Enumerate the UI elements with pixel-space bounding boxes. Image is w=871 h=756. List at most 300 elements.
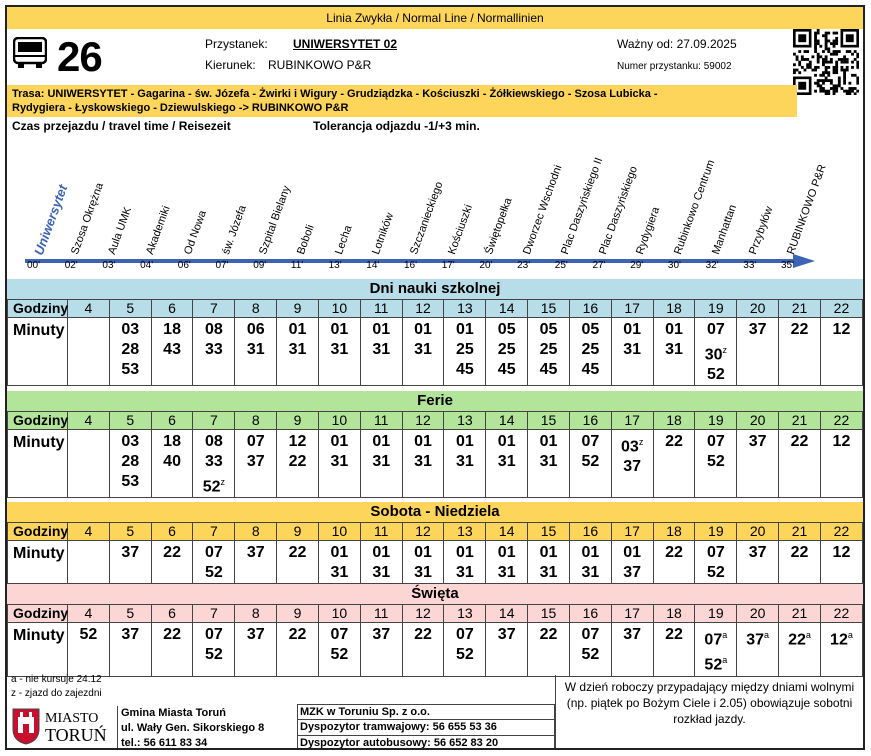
minutes-cell [486, 318, 528, 386]
hour-cell: 6 [151, 605, 193, 623]
departure-minute [152, 625, 193, 645]
minutes-cell [486, 541, 528, 584]
stop-name-label: Szczanieckiego [408, 180, 446, 257]
stop-name-label: Rydygiera [634, 205, 663, 257]
departure-minute-value: 22 [163, 544, 181, 561]
minutes-row [8, 541, 863, 584]
minutes-cell [402, 430, 444, 498]
schedule-title: Ferie [7, 391, 863, 411]
departure-minute [821, 432, 862, 452]
stop-travel-minutes: 04' [140, 260, 154, 271]
departure-minute [444, 432, 485, 452]
departure-minute [654, 432, 695, 452]
stops-diagram [7, 132, 863, 279]
departure-minute-value: 40 [163, 453, 181, 470]
minutes-cell [653, 623, 695, 677]
valid-from: Ważny od: 27.09.2025 [617, 37, 737, 51]
departure-minute-value: 08 [205, 433, 223, 450]
hour-cell: 13 [444, 605, 486, 623]
departure-minute [403, 625, 444, 645]
departure-minute-value: 52 [706, 366, 725, 384]
departure-minute [319, 320, 360, 340]
departure-minute [695, 432, 736, 452]
departure-minute-value: 37 [121, 544, 140, 561]
minutes-cell [569, 430, 611, 498]
departure-note-mark: a [722, 630, 728, 640]
departure-minute-value: 31 [414, 341, 432, 358]
departure-minute [319, 340, 360, 360]
departure-minute [361, 340, 402, 360]
stop-travel-minutes: 09' [253, 260, 267, 271]
minutes-cell [779, 318, 821, 386]
departure-minute-value: 31 [623, 341, 642, 358]
minutes-cell [486, 623, 528, 677]
departure-minute-value: 31 [330, 453, 349, 470]
minutes-cell [444, 541, 486, 584]
departure-minute-value: 05 [497, 321, 516, 338]
departure-minute [737, 625, 778, 650]
departure-minute-value: 07 [205, 626, 223, 643]
minutes-cell [695, 430, 737, 498]
minutes-cell [611, 623, 653, 677]
stop-name-label: Rubinkowo Centrum [671, 158, 718, 257]
hour-cell: 14 [486, 300, 528, 318]
hour-cell: 21 [779, 300, 821, 318]
departure-minute-value: 01 [288, 321, 307, 338]
departure-minute-value: 22 [414, 626, 432, 643]
logo-text-torun: TORUŃ [45, 725, 107, 745]
minutes-cell [360, 430, 402, 498]
minutes-cell [779, 430, 821, 498]
stop-travel-minutes: 30' [667, 260, 681, 271]
hour-cell: 5 [109, 605, 151, 623]
logo-text-miasto: MIASTO [45, 711, 99, 726]
minutes-cell [820, 318, 862, 386]
minutes-cell [68, 430, 110, 498]
departure-minute [235, 452, 276, 472]
departure-minute-value: 03 [621, 438, 639, 456]
departure-minute [277, 340, 318, 360]
departure-minute-value: 01 [539, 433, 558, 450]
departure-minute-value: 01 [539, 544, 558, 561]
stop-name-label: Akademiki [144, 204, 173, 257]
minutes-cell [235, 318, 277, 386]
hour-cell: 6 [151, 412, 193, 430]
departure-minute-value: 01 [414, 433, 432, 450]
stop-travel-minutes: 29' [630, 260, 644, 271]
departure-minute-value: 31 [455, 564, 474, 581]
departure-minute [403, 543, 444, 563]
departure-minute [110, 472, 151, 492]
gmina-contact [117, 706, 297, 750]
departure-minute-value: 01 [372, 321, 391, 338]
hours-row [8, 412, 863, 430]
departure-minute-value: 52 [581, 453, 600, 470]
hour-cell: 9 [277, 523, 319, 541]
hour-cell: 14 [486, 605, 528, 623]
minutes-cell [109, 430, 151, 498]
stop-travel-minutes: 17' [441, 260, 455, 271]
hour-cell: 8 [235, 523, 277, 541]
departure-minute-value: 12 [832, 433, 851, 450]
departure-minute-value: 01 [372, 433, 391, 450]
departure-minute-value: 12 [832, 321, 851, 338]
stop-travel-minutes: 02' [64, 260, 78, 271]
departure-minute-value: 52 [205, 564, 223, 581]
departure-minute [654, 543, 695, 563]
schedule-title: Święta [7, 584, 863, 604]
minutes-cell [737, 623, 779, 677]
departure-minute [361, 543, 402, 563]
minutes-cell [653, 541, 695, 584]
hour-cell: 21 [779, 523, 821, 541]
departure-minute [821, 543, 862, 563]
hour-cell: 19 [695, 300, 737, 318]
departure-minute [612, 320, 653, 340]
minutes-cell [779, 623, 821, 677]
departure-note-mark: a [805, 630, 811, 640]
hour-cell: 12 [402, 605, 444, 623]
hour-cell: 11 [360, 300, 402, 318]
departure-minute-value: 45 [539, 361, 558, 378]
departure-minute [403, 563, 444, 583]
route-line-2: Rydygiera - Łyskowskiego - Dziewulskiego -> RUBINKOWO P&R [12, 102, 349, 114]
departure-minute [193, 472, 234, 497]
departure-minute [528, 543, 569, 563]
stop-travel-minutes: 03' [102, 260, 116, 271]
minutes-cell [318, 541, 360, 584]
stop-travel-minutes: 35' [781, 260, 795, 271]
departure-minute [528, 432, 569, 452]
timetable-header [7, 29, 863, 85]
minutes-cell [318, 430, 360, 498]
departure-minute [319, 543, 360, 563]
departure-minute-value: 52 [706, 564, 725, 581]
departure-minute-value: 07 [581, 433, 600, 450]
minutes-cell [695, 318, 737, 386]
departure-minute-value: 25 [581, 341, 600, 358]
departure-minute [695, 563, 736, 583]
schedule-section [7, 391, 863, 498]
departure-minute-value: 43 [163, 341, 181, 358]
minutes-cell [235, 623, 277, 677]
departure-minute-value: 28 [121, 453, 140, 470]
hour-cell: 20 [737, 523, 779, 541]
torun-logo [11, 705, 107, 750]
departure-minute [570, 452, 611, 472]
minutes-cell [737, 430, 779, 498]
stop-name-label: Plac Daszyńskiego [596, 164, 640, 257]
departure-minute-value: 52 [581, 646, 600, 663]
minutes-cell [360, 318, 402, 386]
hour-cell: 18 [653, 412, 695, 430]
departure-minute [277, 452, 318, 472]
stop-travel-minutes: 33' [743, 260, 757, 271]
qr-code-icon[interactable] [793, 29, 859, 95]
hour-cell: 11 [360, 412, 402, 430]
line-number: 26 [57, 33, 102, 80]
minutes-cell [277, 541, 319, 584]
hour-cell: 7 [193, 300, 235, 318]
stop-label: Przystanek: [205, 37, 268, 51]
departure-minute [444, 320, 485, 340]
note-z: z - zjazd do zajezdni [11, 688, 102, 699]
departure-minute [486, 563, 527, 583]
schedule-table [7, 299, 863, 386]
departure-note-mark: a [722, 655, 728, 666]
minutes-cell [528, 623, 570, 677]
departure-minute-value: 03 [121, 433, 140, 450]
stop-name-label: Dworzec Wschodni [521, 163, 565, 257]
departure-minute [193, 563, 234, 583]
departure-minute [486, 452, 527, 472]
line-type-band: Linia Zwykła / Normal Line / Normallinien [7, 7, 863, 29]
minutes-cell [277, 318, 319, 386]
departure-minute-value: 31 [539, 564, 558, 581]
departure-minute [235, 340, 276, 360]
departure-minute-value: 31 [330, 341, 349, 358]
departure-minute-value: 01 [330, 433, 349, 450]
departure-minute-value: 37 [372, 626, 391, 643]
minutes-cell [68, 541, 110, 584]
departure-minute [277, 625, 318, 645]
departure-minute-value: 07 [581, 626, 600, 643]
departure-minute [110, 543, 151, 563]
departure-minute [319, 563, 360, 583]
hour-cell: 20 [737, 605, 779, 623]
departure-minute-value: 22 [665, 433, 683, 450]
hour-cell: 16 [569, 523, 611, 541]
hour-cell: 11 [360, 523, 402, 541]
departure-minute [528, 625, 569, 645]
hour-cell: 7 [193, 412, 235, 430]
departure-minute-value: 37 [623, 564, 642, 581]
stop-name: UNIWERSYTET 02 [293, 37, 398, 51]
hour-cell: 22 [820, 412, 862, 430]
minutes-cell [444, 623, 486, 677]
departure-minute-value: 12 [830, 631, 848, 649]
departure-minute-value: 22 [790, 433, 809, 450]
holiday-info: W dzień roboczy przypadający między dniami wolnymi (np. piątek po Bożym Ciele i 2.05) obowiązuje sobotni rozkład jazdy. [555, 675, 863, 750]
minutes-cell [402, 541, 444, 584]
departure-minute [110, 320, 151, 340]
minutes-cell [402, 318, 444, 386]
departure-minute-value: 31 [497, 564, 516, 581]
minutes-cell [193, 623, 235, 677]
minutes-cell [695, 623, 737, 677]
hour-cell: 5 [109, 300, 151, 318]
minutes-cell [109, 318, 151, 386]
departure-minute [695, 543, 736, 563]
hour-cell: 7 [193, 523, 235, 541]
minutes-cell [360, 541, 402, 584]
hour-cell: 5 [109, 412, 151, 430]
departure-minute-value: 08 [205, 321, 223, 338]
departure-minute [193, 340, 234, 360]
departure-minute [193, 625, 234, 645]
stop-travel-minutes: 32' [705, 260, 719, 271]
gmina-address: ul. Wały Gen. Sikorskiego 8 [121, 722, 265, 734]
hour-cell: 22 [820, 523, 862, 541]
departure-minute-value: 01 [455, 433, 474, 450]
hour-cell: 19 [695, 523, 737, 541]
mzk-tram-dispatcher: Dyspozytor tramwajowy: 56 655 53 36 [297, 720, 555, 736]
departure-minute-value: 25 [539, 341, 558, 358]
departure-minute-value: 52 [205, 646, 223, 663]
minutes-label: Minuty [8, 318, 68, 386]
departure-minute-value: 53 [121, 361, 140, 378]
departure-minute-value: 53 [121, 473, 140, 490]
departure-minute [695, 452, 736, 472]
departure-minute [486, 543, 527, 563]
hour-cell: 15 [528, 300, 570, 318]
departure-minute-value: 22 [665, 544, 683, 561]
departure-minute-value: 31 [455, 453, 474, 470]
departure-minute [737, 320, 778, 340]
departure-minute [737, 543, 778, 563]
departure-minute-value: 07 [246, 433, 265, 450]
minutes-cell [151, 623, 193, 677]
minutes-cell [653, 430, 695, 498]
hour-cell: 12 [402, 300, 444, 318]
minutes-cell [402, 623, 444, 677]
hour-cell: 10 [318, 605, 360, 623]
departure-note-mark: z [638, 437, 644, 447]
departure-minute-value: 31 [414, 564, 432, 581]
minutes-label: Minuty [8, 623, 68, 677]
departure-minute [110, 340, 151, 360]
departure-minute-value: 01 [330, 544, 349, 561]
departure-minute-value: 22 [288, 544, 307, 561]
stop-name-label: Świętopełka [483, 196, 515, 257]
departure-minute [403, 452, 444, 472]
minutes-cell [109, 541, 151, 584]
timetable-frame [5, 5, 865, 750]
travel-time-title: Czas przejazdu / travel time / Reisezeit [12, 119, 231, 133]
departure-minute [319, 452, 360, 472]
departure-minute [277, 320, 318, 340]
departure-minute [277, 432, 318, 452]
hour-cell: 15 [528, 523, 570, 541]
hours-label: Godziny [8, 412, 68, 430]
departure-minute-value: 52 [330, 646, 349, 663]
departure-minute [152, 432, 193, 452]
departure-minute-value: 22 [288, 626, 307, 643]
departure-minute [152, 340, 193, 360]
hour-cell: 9 [277, 412, 319, 430]
stop-name-label: Plac Daszyńskiego II [558, 156, 605, 257]
hour-cell: 17 [611, 605, 653, 623]
hour-cell: 12 [402, 412, 444, 430]
minutes-cell [528, 430, 570, 498]
departure-minute [110, 432, 151, 452]
departure-minute [361, 320, 402, 340]
stop-travel-minutes: 20' [479, 260, 493, 271]
hours-label: Godziny [8, 300, 68, 318]
hour-cell: 13 [444, 412, 486, 430]
minutes-cell [528, 318, 570, 386]
torun-coat-of-arms-icon [11, 705, 41, 745]
departure-note-mark: z [220, 477, 226, 487]
stop-name-label: św. Józefa [219, 203, 249, 257]
departure-minute [361, 452, 402, 472]
departure-minute-value: 01 [372, 544, 391, 561]
hour-cell: 4 [68, 605, 110, 623]
departure-minute-value: 31 [414, 453, 432, 470]
departure-minute-value: 37 [748, 544, 767, 561]
departure-note-mark: a [847, 630, 853, 640]
stop-name-label: Szpital Bielany [257, 184, 294, 257]
departure-minute [403, 432, 444, 452]
note-a: a - nie kursuje 24.12 [11, 674, 102, 685]
departure-minute-value: 07 [706, 544, 725, 561]
departure-minute-value: 22 [163, 626, 181, 643]
hour-cell: 16 [569, 300, 611, 318]
departure-note-mark: z [722, 345, 727, 355]
gmina-phone: tel.: 56 611 83 34 [121, 737, 208, 749]
departure-minute [528, 360, 569, 380]
hour-cell: 15 [528, 605, 570, 623]
departure-minute [570, 340, 611, 360]
departure-minute-value: 07 [330, 626, 349, 643]
minutes-cell [569, 318, 611, 386]
minutes-cell [235, 430, 277, 498]
minutes-cell [151, 318, 193, 386]
departure-minute-value: 22 [790, 321, 809, 338]
stop-name-label: Od Nowa [181, 208, 209, 257]
stop-travel-minutes: 06' [177, 260, 191, 271]
stop-name-label: Szosa Okrężna [68, 181, 106, 257]
hour-cell: 4 [68, 300, 110, 318]
hour-cell: 17 [611, 523, 653, 541]
departure-minute-value: 18 [163, 433, 181, 450]
departure-minute-value: 37 [246, 453, 265, 470]
stop-name-label: Lotników [370, 211, 397, 257]
departure-minute-value: 45 [497, 361, 516, 378]
departure-minute [444, 543, 485, 563]
departure-minute-value: 28 [121, 341, 140, 358]
stop-name-label: RUBINKOWO P&R [785, 162, 829, 257]
tolerance-note: Tolerancja odjazdu -1/+3 min. [313, 119, 480, 133]
departure-minute [779, 320, 820, 340]
minutes-cell [277, 623, 319, 677]
departure-minute [570, 432, 611, 452]
stop-travel-minutes: 11' [290, 260, 304, 271]
hour-cell: 20 [737, 300, 779, 318]
departure-minute-value: 31 [497, 453, 516, 470]
departure-minute-value: 18 [163, 321, 181, 338]
departure-minute-value: 37 [246, 626, 265, 643]
departure-minute-value: 01 [414, 544, 432, 561]
minutes-cell [737, 541, 779, 584]
departure-minute-value: 31 [288, 341, 307, 358]
departure-minute [654, 320, 695, 340]
departure-minute-value: 52 [79, 626, 98, 643]
minutes-cell [569, 541, 611, 584]
departure-minute [779, 432, 820, 452]
stop-travel-minutes: 07' [215, 260, 229, 271]
departure-minute [528, 563, 569, 583]
departure-minute-value: 01 [414, 321, 432, 338]
departure-minute [110, 360, 151, 380]
departure-minute-value: 01 [581, 544, 600, 561]
departure-minute-value: 01 [623, 321, 642, 338]
departure-minute [695, 340, 736, 365]
departure-minute [235, 625, 276, 645]
route-description [7, 85, 797, 117]
hour-cell: 22 [820, 300, 862, 318]
schedule-table [7, 604, 863, 677]
